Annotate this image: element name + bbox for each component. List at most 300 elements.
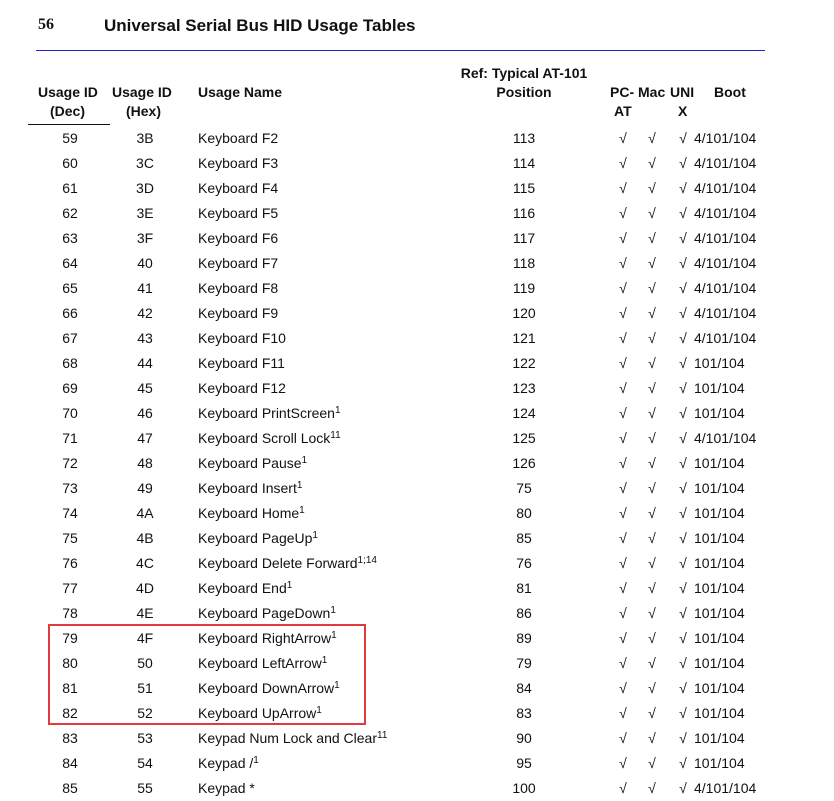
at101-position: 124: [512, 405, 536, 421]
mac-check: √: [648, 705, 656, 721]
usage-id-dec: 68: [62, 355, 78, 371]
table-row: [0, 601, 834, 626]
usage-id-hex: 4E: [136, 605, 154, 621]
usage-name: [198, 780, 255, 796]
usage-id-hex: 52: [137, 705, 153, 721]
pc-at-check: √: [619, 355, 627, 371]
table-row: [0, 176, 834, 201]
table-row: [0, 426, 834, 451]
at101-position: 123: [512, 380, 536, 396]
unix-check: √: [679, 680, 687, 696]
usage-name-text: Keyboard PrintScreen: [198, 405, 335, 421]
mac-check: √: [648, 505, 656, 521]
boot-value: 4/101/104: [694, 230, 757, 246]
unix-check: √: [679, 605, 687, 621]
usage-id-hex: 4B: [136, 530, 154, 546]
title-rule: [36, 50, 765, 51]
at101-position: 81: [516, 580, 532, 596]
usage-id-hex: 4A: [136, 505, 154, 521]
usage-name-text: Keyboard F5: [198, 205, 279, 221]
usage-name-text: Keyboard F6: [198, 230, 279, 246]
boot-value: 101/104: [694, 680, 745, 696]
usage-id-dec: 67: [62, 330, 78, 346]
boot-value: 101/104: [694, 755, 745, 771]
boot-value: 4/101/104: [694, 205, 757, 221]
at101-position: 90: [516, 730, 532, 746]
header-pcat-line1: PC-: [610, 84, 635, 100]
at101-position: 83: [516, 705, 532, 721]
boot-value: 101/104: [694, 405, 745, 421]
pc-at-check: √: [619, 455, 627, 471]
header-pc-at: [610, 83, 634, 121]
footnote-ref: 1: [299, 505, 305, 516]
usage-name-text: Keyboard PageDown: [198, 605, 331, 621]
usage-id-dec: 84: [62, 755, 78, 771]
usage-id-hex: 4C: [136, 555, 154, 571]
mac-check: √: [648, 455, 656, 471]
table-row: [0, 201, 834, 226]
footnote-ref: 11: [377, 730, 388, 741]
pc-at-check: √: [619, 755, 627, 771]
pc-at-check: √: [619, 680, 627, 696]
at101-position: 118: [512, 255, 536, 271]
boot-value: 4/101/104: [694, 280, 757, 296]
pc-at-check: √: [619, 280, 627, 296]
usage-name-text: Keyboard Pause: [198, 455, 302, 471]
unix-check: √: [679, 205, 687, 221]
pc-at-check: √: [619, 505, 627, 521]
header-mac: Mac: [638, 84, 666, 100]
boot-value: 101/104: [694, 380, 745, 396]
usage-name-text: Keyboard UpArrow: [198, 705, 317, 721]
mac-check: √: [648, 280, 656, 296]
at101-position: 95: [516, 755, 532, 771]
unix-check: √: [679, 330, 687, 346]
mac-check: √: [648, 255, 656, 271]
usage-id-dec: 64: [62, 255, 78, 271]
usage-name: [198, 530, 318, 546]
usage-id-dec: 71: [62, 430, 78, 446]
at101-position: 115: [512, 180, 536, 196]
usage-id-hex: 45: [137, 380, 153, 396]
usage-id-dec: 76: [62, 555, 78, 571]
usage-name: [198, 355, 285, 371]
header-dec-line1: Usage ID: [38, 84, 98, 100]
unix-check: √: [679, 530, 687, 546]
header-unix-line1: UNI: [670, 84, 695, 100]
pc-at-check: √: [619, 730, 627, 746]
usage-name: [198, 405, 341, 421]
page-number: 56: [38, 16, 54, 33]
header-position: [454, 64, 594, 102]
pc-at-check: √: [619, 655, 627, 671]
mac-check: √: [648, 355, 656, 371]
boot-value: 101/104: [694, 480, 745, 496]
usage-id-hex: 46: [137, 405, 153, 421]
usage-name: [198, 580, 292, 596]
pc-at-check: √: [619, 780, 627, 796]
usage-name: [198, 605, 336, 621]
usage-name-text: Keyboard F11: [198, 355, 285, 371]
usage-name-text: Keyboard F2: [198, 130, 279, 146]
table-row: [0, 476, 834, 501]
table-row: [0, 501, 834, 526]
boot-value: 101/104: [694, 555, 745, 571]
table-row: [0, 576, 834, 601]
usage-id-dec: 66: [62, 305, 78, 321]
usage-name-text: Keyboard F12: [198, 380, 286, 396]
mac-check: √: [648, 755, 656, 771]
table-row: [0, 301, 834, 326]
unix-check: √: [679, 405, 687, 421]
usage-name-text: Keyboard F9: [198, 305, 279, 321]
usage-name-text: Keyboard F3: [198, 155, 279, 171]
usage-id-dec: 65: [62, 280, 78, 296]
highlight-box: [48, 624, 366, 725]
header-pos-line2: Position: [496, 84, 552, 100]
at101-position: 117: [512, 230, 536, 246]
at101-position: 114: [512, 155, 536, 171]
usage-id-hex: 3C: [136, 155, 154, 171]
boot-value: 4/101/104: [694, 255, 757, 271]
table-row: [0, 276, 834, 301]
header-underline: [28, 124, 110, 125]
usage-id-hex: 54: [137, 755, 153, 771]
usage-id-dec: 72: [62, 455, 78, 471]
mac-check: √: [648, 180, 656, 196]
mac-check: √: [648, 130, 656, 146]
header-unix: [670, 83, 694, 121]
header-hex-line2: (Hex): [126, 103, 162, 119]
mac-check: √: [648, 605, 656, 621]
pc-at-check: √: [619, 555, 627, 571]
pc-at-check: √: [619, 130, 627, 146]
usage-name-text: Keypad *: [198, 780, 255, 796]
mac-check: √: [648, 780, 656, 796]
mac-check: √: [648, 555, 656, 571]
usage-name-text: Keyboard Insert: [198, 480, 297, 496]
usage-id-hex: 55: [137, 780, 153, 796]
usage-name: [198, 430, 341, 446]
at101-position: 119: [512, 280, 536, 296]
unix-check: √: [679, 380, 687, 396]
mac-check: √: [648, 330, 656, 346]
usage-id-dec: 79: [62, 630, 78, 646]
header-hex-line1: Usage ID: [112, 84, 172, 100]
usage-name: [198, 130, 278, 146]
unix-check: √: [679, 255, 687, 271]
usage-name-text: Keyboard LeftArrow: [198, 655, 322, 671]
usage-id-hex: 4D: [136, 580, 154, 596]
table-row: [0, 726, 834, 751]
table-row: [0, 126, 834, 151]
at101-position: 79: [516, 655, 532, 671]
usage-id-dec: 60: [62, 155, 78, 171]
unix-check: √: [679, 505, 687, 521]
pc-at-check: √: [619, 605, 627, 621]
boot-value: 101/104: [694, 730, 745, 746]
mac-check: √: [648, 430, 656, 446]
pc-at-check: √: [619, 305, 627, 321]
at101-position: 85: [516, 530, 532, 546]
usage-name: [198, 205, 278, 221]
table-row: [0, 451, 834, 476]
header-usage-name: Usage Name: [198, 84, 283, 100]
header-pos-line1: Ref: Typical AT-101: [460, 65, 588, 81]
usage-name: [198, 455, 307, 471]
usage-id-hex: 40: [137, 255, 153, 271]
usage-id-hex: 49: [137, 480, 153, 496]
footnote-ref: 11: [330, 430, 341, 441]
at101-position: 100: [512, 780, 536, 796]
usage-id-hex: 48: [137, 455, 153, 471]
usage-name: [198, 305, 278, 321]
header-dec-line2: (Dec): [50, 103, 86, 119]
usage-name-text: Keyboard Scroll Lock: [198, 430, 331, 446]
usage-name-text: Keypad /: [198, 755, 254, 771]
table-row: [0, 526, 834, 551]
pc-at-check: √: [619, 255, 627, 271]
table-row: [0, 376, 834, 401]
usage-name: [198, 555, 377, 571]
mac-check: √: [648, 205, 656, 221]
boot-value: 101/104: [694, 605, 745, 621]
pc-at-check: √: [619, 705, 627, 721]
boot-value: 101/104: [694, 530, 745, 546]
mac-check: √: [648, 405, 656, 421]
boot-value: 4/101/104: [694, 330, 757, 346]
usage-id-dec: 74: [62, 505, 78, 521]
table-row: [0, 751, 834, 776]
usage-id-hex: 43: [137, 330, 153, 346]
at101-position: 75: [516, 480, 532, 496]
pc-at-check: √: [619, 380, 627, 396]
unix-check: √: [679, 230, 687, 246]
boot-value: 101/104: [694, 455, 745, 471]
at101-position: 126: [512, 455, 536, 471]
at101-position: 80: [516, 505, 532, 521]
table-row: [0, 776, 834, 801]
pc-at-check: √: [619, 180, 627, 196]
unix-check: √: [679, 730, 687, 746]
unix-check: √: [679, 180, 687, 196]
usage-name-text: Keyboard Delete Forward: [198, 555, 358, 571]
usage-name: [198, 730, 387, 746]
usage-name: [198, 505, 305, 521]
unix-check: √: [679, 580, 687, 596]
mac-check: √: [648, 305, 656, 321]
usage-id-hex: 44: [137, 355, 153, 371]
unix-check: √: [679, 305, 687, 321]
at101-position: 122: [512, 355, 536, 371]
footnote-ref: 1: [296, 480, 303, 491]
mac-check: √: [648, 580, 656, 596]
unix-check: √: [679, 155, 687, 171]
usage-name-text: Keyboard PageUp: [198, 530, 313, 546]
usage-id-hex: 3D: [136, 180, 154, 196]
at101-position: 76: [516, 555, 532, 571]
usage-id-hex: 4F: [136, 630, 154, 646]
mac-check: √: [648, 380, 656, 396]
usage-id-dec: 81: [62, 680, 78, 696]
table-row: [0, 226, 834, 251]
at101-position: 84: [516, 680, 532, 696]
usage-name-text: Keyboard End: [198, 580, 287, 596]
footnote-ref: 1: [321, 655, 328, 666]
at101-position: 125: [512, 430, 536, 446]
unix-check: √: [679, 280, 687, 296]
usage-name-text: Keyboard F8: [198, 280, 279, 296]
unix-check: √: [679, 430, 687, 446]
unix-check: √: [679, 755, 687, 771]
usage-id-dec: 62: [62, 205, 78, 221]
unix-check: √: [679, 480, 687, 496]
usage-id-dec: 85: [62, 780, 78, 796]
usage-name-text: Keyboard F4: [198, 180, 279, 196]
mac-check: √: [648, 655, 656, 671]
boot-value: 4/101/104: [694, 155, 757, 171]
unix-check: √: [679, 705, 687, 721]
header-boot: Boot: [714, 84, 746, 100]
usage-name-text: Keyboard F10: [198, 330, 286, 346]
mac-check: √: [648, 230, 656, 246]
unix-check: √: [679, 355, 687, 371]
usage-name: [198, 280, 278, 296]
at101-position: 113: [512, 130, 536, 146]
mac-check: √: [648, 155, 656, 171]
footnote-ref: 1: [334, 405, 341, 416]
table-row: [0, 401, 834, 426]
usage-id-hex: 51: [137, 680, 153, 696]
unix-check: √: [679, 630, 687, 646]
mac-check: √: [648, 530, 656, 546]
usage-name-text: Keyboard F7: [198, 255, 279, 271]
document-title: Universal Serial Bus HID Usage Tables: [104, 16, 416, 35]
usage-id-dec: 83: [62, 730, 78, 746]
usage-name: [198, 755, 259, 771]
boot-value: 101/104: [694, 705, 745, 721]
mac-check: √: [648, 730, 656, 746]
header-unix-line2: X: [678, 103, 688, 119]
unix-check: √: [679, 655, 687, 671]
usage-name: [198, 180, 278, 196]
usage-name-text: Keypad Num Lock and Clear: [198, 730, 377, 746]
table-row: [0, 551, 834, 576]
boot-value: 4/101/104: [694, 430, 757, 446]
usage-id-dec: 75: [62, 530, 78, 546]
pc-at-check: √: [619, 430, 627, 446]
at101-position: 89: [516, 630, 532, 646]
boot-value: 101/104: [694, 505, 745, 521]
pc-at-check: √: [619, 480, 627, 496]
boot-value: 4/101/104: [694, 180, 757, 196]
usage-name: [198, 155, 278, 171]
usage-id-dec: 80: [62, 655, 78, 671]
boot-value: 101/104: [694, 655, 745, 671]
usage-id-dec: 73: [62, 480, 78, 496]
usage-id-dec: 59: [62, 130, 78, 146]
usage-id-hex: 47: [137, 430, 153, 446]
footnote-ref: 1;14: [357, 555, 377, 566]
footnote-ref: 1: [316, 705, 322, 716]
usage-name: [198, 230, 278, 246]
pc-at-check: √: [619, 155, 627, 171]
usage-id-dec: 69: [62, 380, 78, 396]
unix-check: √: [679, 780, 687, 796]
usage-name: [198, 330, 286, 346]
table-row: [0, 351, 834, 376]
boot-value: 4/101/104: [694, 780, 757, 796]
mac-check: √: [648, 630, 656, 646]
pc-at-check: √: [619, 205, 627, 221]
pc-at-check: √: [619, 405, 627, 421]
pc-at-check: √: [619, 630, 627, 646]
table-row: [0, 151, 834, 176]
header-usage-id-hex: [112, 83, 172, 121]
usage-id-hex: 42: [137, 305, 153, 321]
table-row: [0, 251, 834, 276]
mac-check: √: [648, 480, 656, 496]
usage-id-dec: 78: [62, 605, 78, 621]
unix-check: √: [679, 555, 687, 571]
boot-value: 101/104: [694, 630, 745, 646]
footnote-ref: 1: [301, 455, 308, 466]
pc-at-check: √: [619, 330, 627, 346]
usage-name: [198, 480, 302, 496]
usage-name: [198, 255, 278, 271]
header-pcat-line2: AT: [614, 103, 632, 119]
boot-value: 101/104: [694, 580, 745, 596]
pc-at-check: √: [619, 230, 627, 246]
usage-id-dec: 70: [62, 405, 78, 421]
boot-value: 101/104: [694, 355, 745, 371]
usage-name: [198, 380, 286, 396]
footnote-ref: 1: [253, 755, 259, 766]
footnote-ref: 1: [331, 630, 337, 641]
unix-check: √: [679, 455, 687, 471]
footnote-ref: 1: [334, 680, 340, 691]
boot-value: 4/101/104: [694, 130, 757, 146]
usage-id-hex: 53: [137, 730, 153, 746]
usage-name-text: Keyboard DownArrow: [198, 680, 335, 696]
usage-id-hex: 3F: [136, 230, 154, 246]
pc-at-check: √: [619, 580, 627, 596]
usage-name-text: Keyboard Home: [198, 505, 300, 521]
pc-at-check: √: [619, 530, 627, 546]
at101-position: 120: [512, 305, 536, 321]
usage-id-hex: 50: [137, 655, 153, 671]
at101-position: 86: [516, 605, 532, 621]
usage-id-hex: 41: [137, 280, 153, 296]
at101-position: 121: [512, 330, 536, 346]
table-row: [0, 326, 834, 351]
footnote-ref: 1: [330, 605, 336, 616]
mac-check: √: [648, 680, 656, 696]
usage-id-hex: 3B: [136, 130, 154, 146]
usage-id-dec: 61: [62, 180, 78, 196]
usage-id-dec: 63: [62, 230, 78, 246]
usage-id-dec: 77: [62, 580, 78, 596]
at101-position: 116: [512, 205, 536, 221]
boot-value: 4/101/104: [694, 305, 757, 321]
unix-check: √: [679, 130, 687, 146]
footnote-ref: 1: [286, 580, 293, 591]
usage-id-hex: 3E: [136, 205, 154, 221]
usage-name-text: Keyboard RightArrow: [198, 630, 332, 646]
footnote-ref: 1: [312, 530, 318, 541]
header-usage-id-dec: [38, 83, 98, 121]
usage-id-dec: 82: [62, 705, 78, 721]
